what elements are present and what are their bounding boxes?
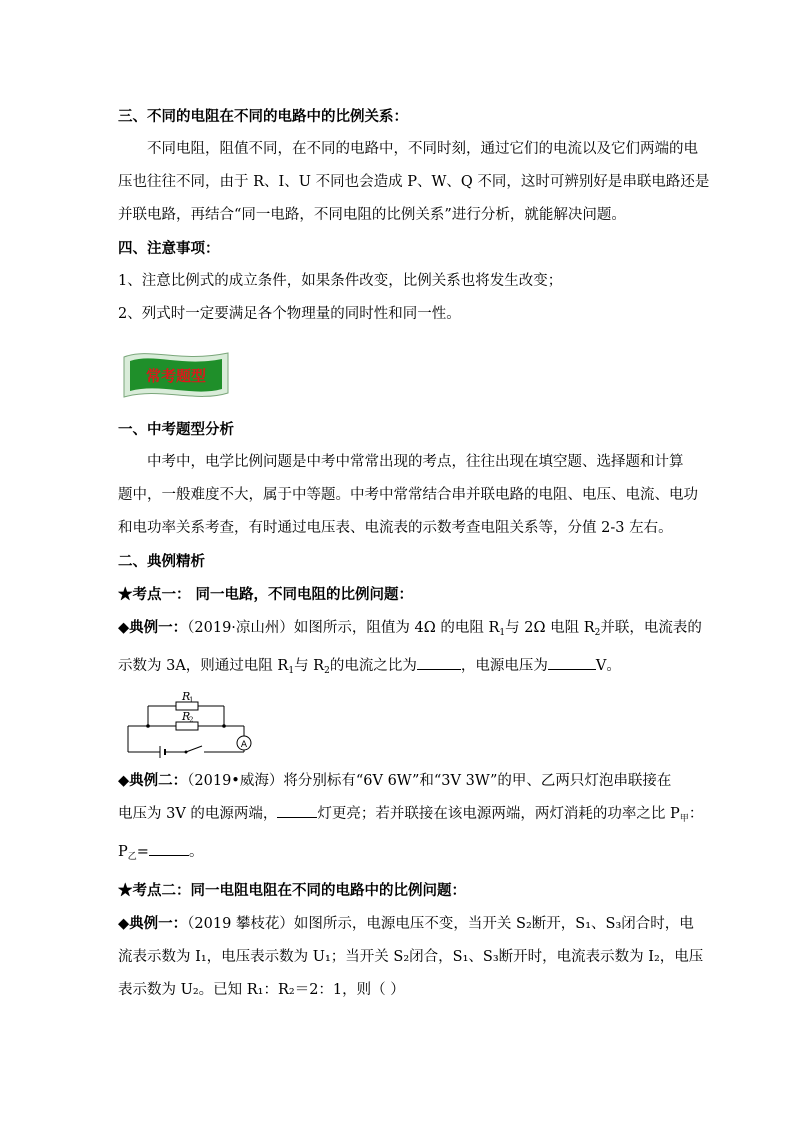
circuit-diagram [124, 692, 678, 758]
subscript: 乙 [127, 852, 137, 862]
examples-heading: 二、典例精析 [118, 553, 205, 570]
example2-line2 [118, 798, 704, 836]
document-page [118, 100, 710, 1007]
example3-label: ◆典例一： [118, 915, 188, 932]
section3-para-line3: 并联电路，再结合“同一电路，不同电阻的比例关系”进行分析，就能解决问题。 [118, 207, 626, 223]
example1-text: 与 2Ω 电阻 R [505, 620, 595, 636]
answer-blank[interactable] [277, 803, 317, 818]
analysis-para-line2: 题中，一般难度不大，属于中等题。中考中常常结合串并联电路的电阻、电压、电流、电功 [118, 487, 698, 503]
subscript: 1 [288, 666, 295, 676]
example1-text: 示数为 3A，则通过电阻 R [118, 658, 289, 674]
example2-text: （2019•威海）将分别标有“6V 6W”和“3V 3W”的甲、乙两只灯泡串联接在 [187, 773, 672, 789]
keypoint1-heading: ★考点一： 同一电路，不同电阻的比例问题： [118, 586, 414, 603]
example3-line3: 表示数为 U₂。已知 R₁：R₂＝2：1，则（ ） [118, 982, 405, 998]
example1-text: 的电流之比为 [329, 658, 417, 674]
example3-text: （2019 攀枝花）如图所示，电源电压不变，当开关 S₂断开，S₁、S₃闭合时，电 [187, 916, 694, 932]
section3-heading: 三、不同的电阻在不同的电路中的比例关系： [118, 108, 408, 125]
example3-line1 [118, 907, 694, 941]
subscript: 1 [499, 628, 506, 638]
parallel-circuit-svg [124, 692, 274, 758]
example2-text: = [136, 844, 149, 860]
banner-text: 常考题型 [145, 367, 207, 385]
section3-para-line2: 压也往往不同，由于 R、I、U 不同也会造成 P、W、Q 不同，这时可辨别好是串联电路还是 [118, 174, 710, 190]
example2-label: ◆典例二： [118, 772, 188, 789]
ammeter-label: A [240, 740, 248, 750]
answer-blank[interactable] [149, 841, 189, 856]
section4-item1: 1、注意比例式的成立条件，如果条件改变，比例关系也将发生改变； [118, 273, 563, 289]
analysis-para-line1: 中考中，电学比例问题是中考中常常出现的考点，往往出现在填空题、选择题和计算 [147, 454, 684, 470]
subscript: 2 [324, 666, 330, 676]
section4-item2: 2、列式时一定要满足各个物理量的同时性和同一性。 [118, 306, 461, 322]
r1-subscript: 1 [189, 696, 194, 704]
keypoint2-heading: ★考点二：同一电阻电阻在不同的电路中的比例问题： [118, 882, 466, 899]
answer-blank[interactable] [548, 655, 596, 670]
example2-text: P [118, 844, 128, 860]
example1-label: ◆典例一： [118, 619, 188, 636]
subscript: 甲 [679, 814, 689, 824]
example1-text: ，电源电压为 [460, 658, 548, 674]
r2-label: R [182, 710, 191, 723]
example2-line1 [118, 764, 678, 798]
common-question-banner [120, 349, 678, 403]
answer-blank[interactable] [417, 655, 461, 670]
example2-text: ： [688, 806, 704, 822]
example1-line2 [118, 650, 678, 688]
example1-text: V。 [595, 658, 621, 674]
example3-line2: 流表示数为 I₁，电压表示数为 U₁；当开关 S₂闭合，S₁、S₃断开时，电流表示数为 I₂，电压 [118, 949, 704, 965]
example2-text: 。 [188, 844, 204, 860]
section3-para-line1: 不同电阻，阻值不同，在不同的电路中，不同时刻，通过它们的电流以及它们两端的电 [147, 141, 698, 157]
example2-text: 灯更亮；若并联接在该电源两端，两灯消耗的功率之比 P [317, 806, 680, 822]
example1-text: 并联，电流表的 [600, 620, 702, 636]
example2-line3 [118, 836, 678, 874]
section4-heading: 四、注意事项： [118, 240, 220, 257]
example1-text: 与 R [294, 658, 325, 674]
analysis-para-line3: 和电功率关系考查，有时通过电压表、电流表的示数考查电阻关系等，分值 2-3 左右。 [118, 520, 673, 536]
banner-graphic [120, 349, 232, 403]
subscript: 2 [594, 628, 601, 638]
example1-text: （2019·凉山州）如图所示，阻值为 4Ω 的电阻 R [187, 620, 500, 636]
r2-subscript: 2 [189, 716, 194, 724]
analysis-heading: 一、中考题型分析 [118, 421, 234, 438]
example1-line1 [118, 611, 702, 650]
r1-label: R [182, 692, 191, 703]
example2-text: 电压为 3V 的电源两端， [118, 806, 278, 822]
